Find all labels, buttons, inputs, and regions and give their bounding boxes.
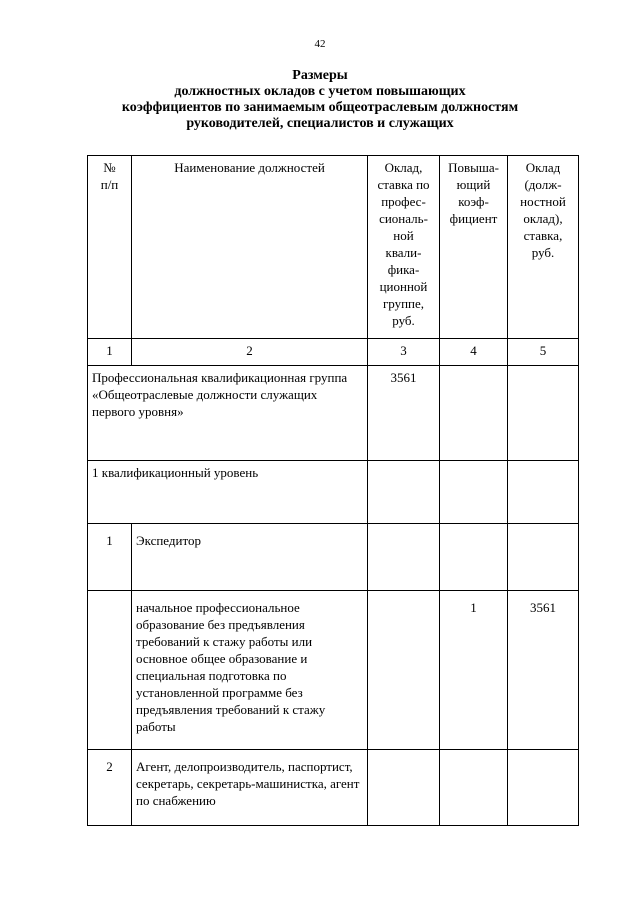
level-name: 1 квалификационный уровень — [88, 461, 368, 524]
empty-cell — [440, 750, 508, 826]
table-row-item-1 — [88, 524, 579, 591]
item-number: 2 — [88, 750, 132, 826]
column-number: 5 — [508, 339, 579, 366]
salary-table — [87, 155, 579, 826]
column-number: 1 — [88, 339, 132, 366]
empty-cell — [88, 591, 132, 750]
column-number: 3 — [368, 339, 440, 366]
table-row-group — [88, 366, 579, 461]
group-name: Профессиональная квалификационная группа «Общеотраслевые должности служащих первого уровня» — [88, 366, 368, 461]
item-name: Экспедитор — [132, 524, 368, 591]
header-num: № п/п — [88, 156, 132, 339]
column-number: 4 — [440, 339, 508, 366]
title-line-3: коэффициентов по занимаемым общеотраслевым должностям — [121, 100, 519, 115]
title-line-2: должностных окладов с учетом повышающих — [174, 84, 466, 99]
column-numbers-row — [88, 339, 579, 366]
table-row-level — [88, 461, 579, 524]
empty-cell — [508, 524, 579, 591]
empty-cell — [508, 461, 579, 524]
column-number: 2 — [132, 339, 368, 366]
group-salary: 3561 — [368, 366, 440, 461]
empty-cell — [368, 524, 440, 591]
empty-cell — [368, 750, 440, 826]
item-name: Агент, делопроизводитель, паспортист, секретарь, секретарь-машинистка, агент по снабжению — [132, 750, 368, 826]
empty-cell — [508, 366, 579, 461]
condition-text: начальное профессиональное образование без предъявления требований к стажу работы или основное общее образование и специальная подготовка по установленной программе без предъявления требований к стажу работы — [132, 591, 368, 750]
empty-cell — [368, 591, 440, 750]
page-number: 42 — [314, 38, 326, 50]
table-row-item-2 — [88, 750, 579, 826]
document-title — [60, 68, 580, 132]
title-line-4: руководителей, специалистов и служащих — [186, 116, 454, 131]
item-number: 1 — [88, 524, 132, 591]
empty-cell — [508, 750, 579, 826]
header-name: Наименование должностей — [132, 156, 368, 339]
empty-cell — [440, 524, 508, 591]
empty-cell — [440, 461, 508, 524]
table-row-item-1-condition — [88, 591, 579, 750]
empty-cell — [440, 366, 508, 461]
header-result: Оклад (долж- ностной оклад), ставка, руб. — [508, 156, 579, 339]
empty-cell — [368, 461, 440, 524]
condition-result: 3561 — [508, 591, 579, 750]
header-coef: Повыша- ющий коэф- фициент — [440, 156, 508, 339]
condition-coef: 1 — [440, 591, 508, 750]
header-salary: Оклад, ставка по профес- сиональ- ной квали- фика- ционной группе, руб. — [368, 156, 440, 339]
header-row — [88, 156, 579, 339]
title-line-1: Размеры — [292, 68, 348, 83]
